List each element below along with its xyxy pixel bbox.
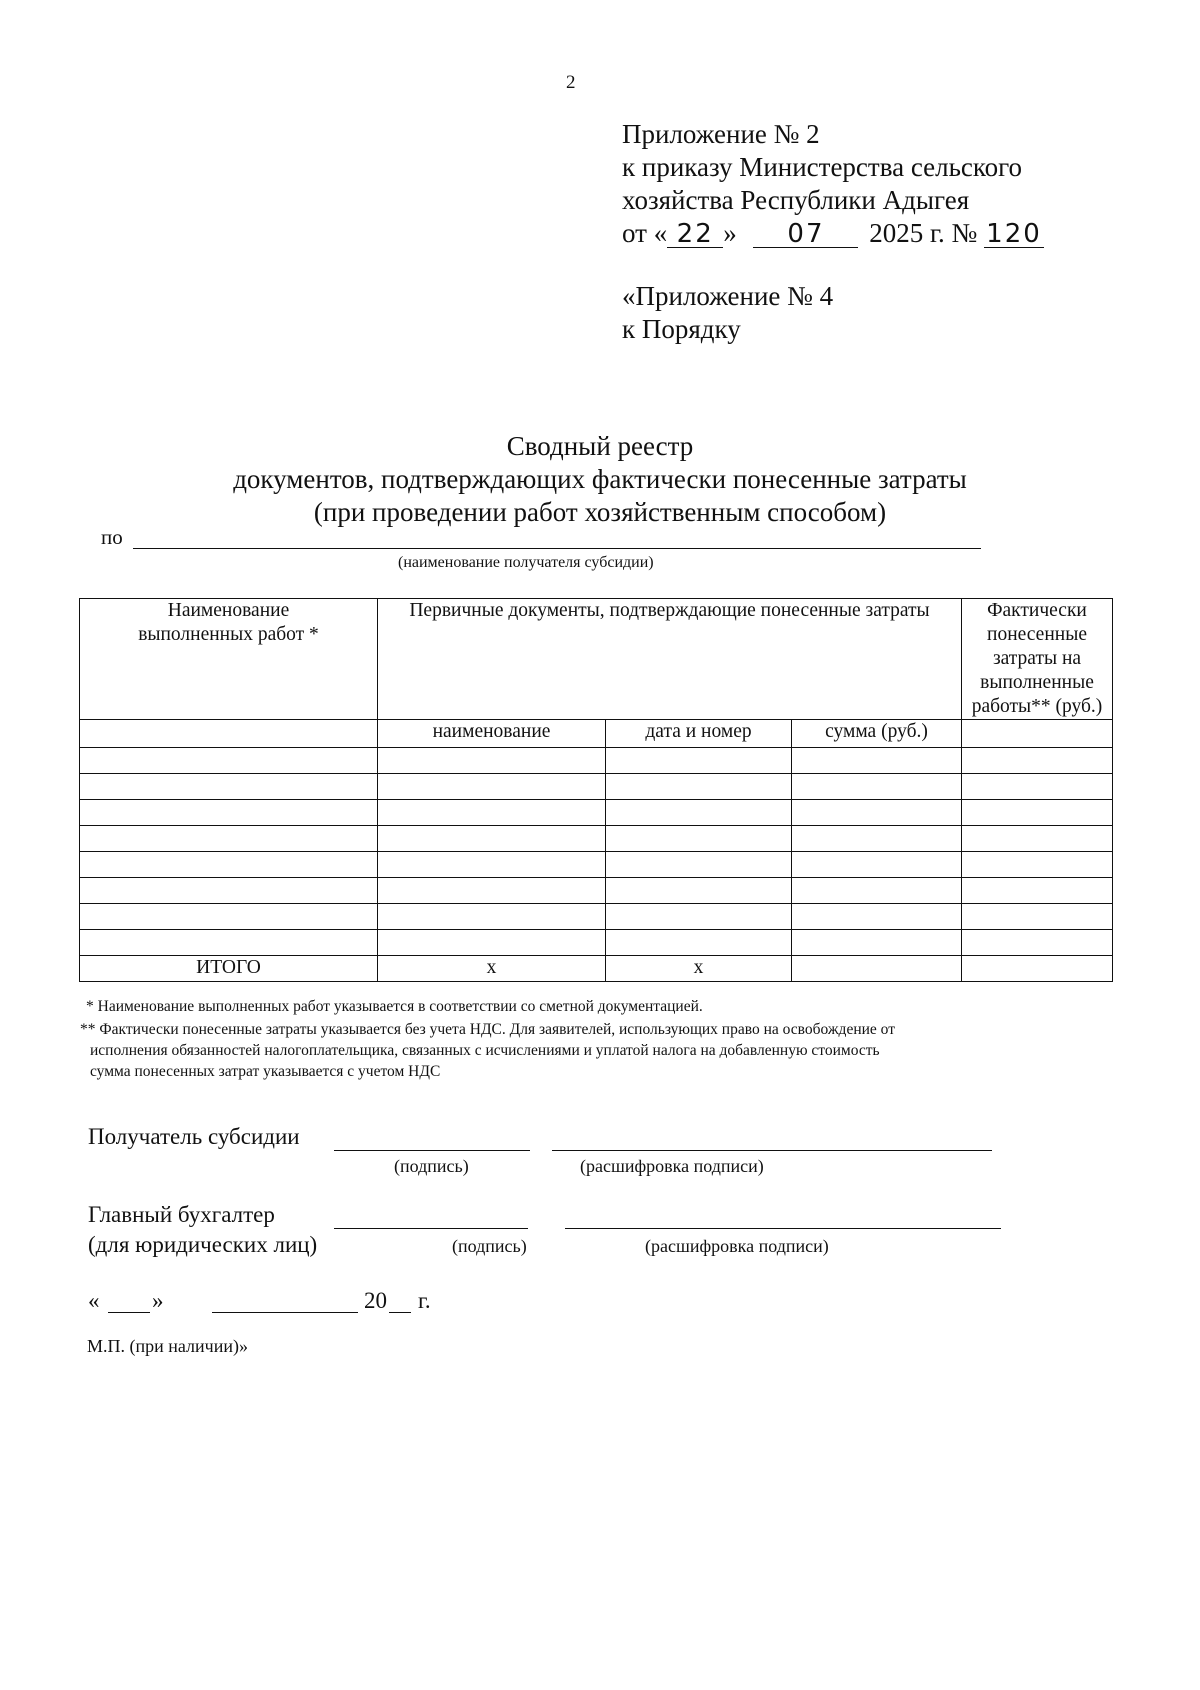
appendix-order bbox=[622, 280, 833, 346]
table-cell[interactable] bbox=[378, 904, 606, 930]
accountant-sublabel: (для юридических лиц) bbox=[88, 1232, 318, 1257]
subheader-empty bbox=[962, 720, 1113, 748]
table-cell[interactable] bbox=[378, 852, 606, 878]
table-cell[interactable] bbox=[606, 904, 792, 930]
table-row bbox=[80, 826, 1113, 852]
subheader-name: наименование bbox=[378, 720, 606, 748]
table-cell[interactable] bbox=[378, 748, 606, 774]
document-title bbox=[100, 430, 1100, 529]
recipient-decode-caption: (расшифровка подписи) bbox=[580, 1156, 764, 1176]
accountant-label: Главный бухгалтер bbox=[88, 1202, 275, 1227]
registry-table bbox=[79, 598, 1113, 982]
subheader-amount: сумма (руб.) bbox=[792, 720, 962, 748]
subheader-date-number: дата и номер bbox=[606, 720, 792, 748]
appendix-order-line2: к Порядку bbox=[622, 314, 741, 344]
recipient-signature-caption: (подпись) bbox=[394, 1156, 469, 1176]
total-mark: x bbox=[606, 956, 792, 982]
table-cell[interactable] bbox=[80, 826, 378, 852]
recipient-prefix: по bbox=[101, 525, 123, 549]
total-label: ИТОГО bbox=[80, 956, 378, 982]
date-year-suffix: г. bbox=[418, 1288, 431, 1313]
table-cell[interactable] bbox=[80, 930, 378, 956]
table-header-row bbox=[80, 599, 1113, 720]
table-cell[interactable] bbox=[80, 748, 378, 774]
appendix-line3: хозяйства Республики Адыгея bbox=[622, 185, 970, 215]
table-cell[interactable] bbox=[962, 800, 1113, 826]
date-mid: » bbox=[723, 218, 737, 248]
table-cell[interactable] bbox=[792, 904, 962, 930]
recipient-caption: (наименование получателя субсидии) bbox=[398, 554, 654, 571]
table-cell[interactable] bbox=[378, 930, 606, 956]
table-row bbox=[80, 774, 1113, 800]
table-cell[interactable] bbox=[792, 930, 962, 956]
col-works-header: Наименование выполненных работ * bbox=[80, 599, 378, 720]
appendix-date-line bbox=[622, 217, 1044, 250]
col-costs-header: Фактически понесенные затраты на выполненные работы** (руб.) bbox=[962, 599, 1113, 720]
table-cell[interactable] bbox=[606, 930, 792, 956]
table-cell[interactable] bbox=[962, 826, 1113, 852]
table-cell[interactable] bbox=[962, 878, 1113, 904]
date-month: 07 bbox=[753, 221, 858, 248]
table-row bbox=[80, 800, 1113, 826]
footnote-2-line1: ** Фактически понесенные затраты указывается без учета НДС. Для заявителей, использующих право на освобождение от bbox=[80, 1021, 895, 1038]
table-cell[interactable] bbox=[80, 904, 378, 930]
table-row bbox=[80, 878, 1113, 904]
page-number: 2 bbox=[566, 72, 576, 93]
table-subheader-row bbox=[80, 720, 1113, 748]
date-close-quote: » bbox=[152, 1288, 164, 1313]
table-cell[interactable] bbox=[606, 878, 792, 904]
date-year-prefix: 20 bbox=[364, 1288, 387, 1313]
table-body bbox=[80, 748, 1113, 956]
date-year-blank[interactable] bbox=[389, 1312, 411, 1313]
table-row bbox=[80, 852, 1113, 878]
table-row bbox=[80, 748, 1113, 774]
table-cell[interactable] bbox=[792, 852, 962, 878]
date-prefix: от « bbox=[622, 218, 668, 248]
appendix-line2: к приказу Министерства сельского bbox=[622, 152, 1023, 182]
appendix-order-line1: «Приложение № 4 bbox=[622, 281, 834, 311]
appendix-line1: Приложение № 2 bbox=[622, 119, 820, 149]
table-cell[interactable] bbox=[962, 748, 1113, 774]
date-open-quote: « bbox=[88, 1288, 100, 1313]
table-cell[interactable] bbox=[962, 774, 1113, 800]
footnote-2 bbox=[80, 1019, 1052, 1082]
recipient-signature-label: Получатель субсидии bbox=[88, 1124, 300, 1149]
recipient-signature-line[interactable] bbox=[334, 1150, 530, 1151]
accountant-decode-caption: (расшифровка подписи) bbox=[645, 1236, 829, 1256]
footnote-2-line3: сумма понесенных затрат указывается с учетом НДС bbox=[90, 1063, 441, 1080]
date-day: 22 bbox=[667, 221, 723, 248]
footnote-2-line2: исполнения обязанностей налогоплательщика, связанных с исчислениями и уплатой налога на добавленную стоимость bbox=[90, 1042, 880, 1059]
table-cell[interactable] bbox=[80, 852, 378, 878]
table-cell[interactable] bbox=[378, 800, 606, 826]
table-cell[interactable] bbox=[378, 826, 606, 852]
title-line3: (при проведении работ хозяйственным способом) bbox=[313, 497, 887, 527]
table-cell[interactable] bbox=[962, 852, 1113, 878]
table-cell[interactable] bbox=[606, 852, 792, 878]
title-line2: документов, подтверждающих фактически понесенные затраты bbox=[233, 464, 967, 494]
title-line1: Сводный реестр bbox=[506, 431, 694, 461]
date-year: 2025 г. № bbox=[869, 218, 978, 248]
footnote-1: * Наименование выполненных работ указывается в соответствии со сметной документацией. bbox=[86, 998, 703, 1015]
table-cell[interactable] bbox=[80, 878, 378, 904]
total-costs-cell[interactable] bbox=[962, 956, 1113, 982]
accountant-signature-line[interactable] bbox=[334, 1228, 528, 1229]
subheader-empty bbox=[80, 720, 378, 748]
table-cell[interactable] bbox=[606, 800, 792, 826]
accountant-signature-caption: (подпись) bbox=[452, 1236, 527, 1256]
recipient-decode-line[interactable] bbox=[552, 1150, 992, 1151]
table-cell[interactable] bbox=[792, 800, 962, 826]
table-cell[interactable] bbox=[378, 878, 606, 904]
table-cell[interactable] bbox=[792, 878, 962, 904]
table-cell[interactable] bbox=[606, 748, 792, 774]
table-cell[interactable] bbox=[606, 826, 792, 852]
table-cell[interactable] bbox=[606, 774, 792, 800]
stamp-note: М.П. (при наличии)» bbox=[87, 1336, 248, 1356]
table-cell[interactable] bbox=[792, 774, 962, 800]
total-amount-cell[interactable] bbox=[792, 956, 962, 982]
order-number: 120 bbox=[984, 221, 1044, 248]
table-cell[interactable] bbox=[80, 774, 378, 800]
col-documents-header: Первичные документы, подтверждающие понесенные затраты bbox=[378, 599, 962, 720]
table-cell[interactable] bbox=[962, 904, 1113, 930]
table-row bbox=[80, 904, 1113, 930]
table-total-row bbox=[80, 956, 1113, 982]
table-row bbox=[80, 930, 1113, 956]
date-day-blank[interactable] bbox=[108, 1312, 150, 1313]
recipient-blank-line bbox=[133, 548, 981, 549]
date-month-blank[interactable] bbox=[212, 1312, 358, 1313]
table-cell[interactable] bbox=[378, 774, 606, 800]
table-cell[interactable] bbox=[80, 800, 378, 826]
table-cell[interactable] bbox=[962, 930, 1113, 956]
accountant-decode-line[interactable] bbox=[565, 1228, 1001, 1229]
total-mark: x bbox=[378, 956, 606, 982]
appendix-header bbox=[622, 118, 1044, 250]
table-cell[interactable] bbox=[792, 826, 962, 852]
table-cell[interactable] bbox=[792, 748, 962, 774]
